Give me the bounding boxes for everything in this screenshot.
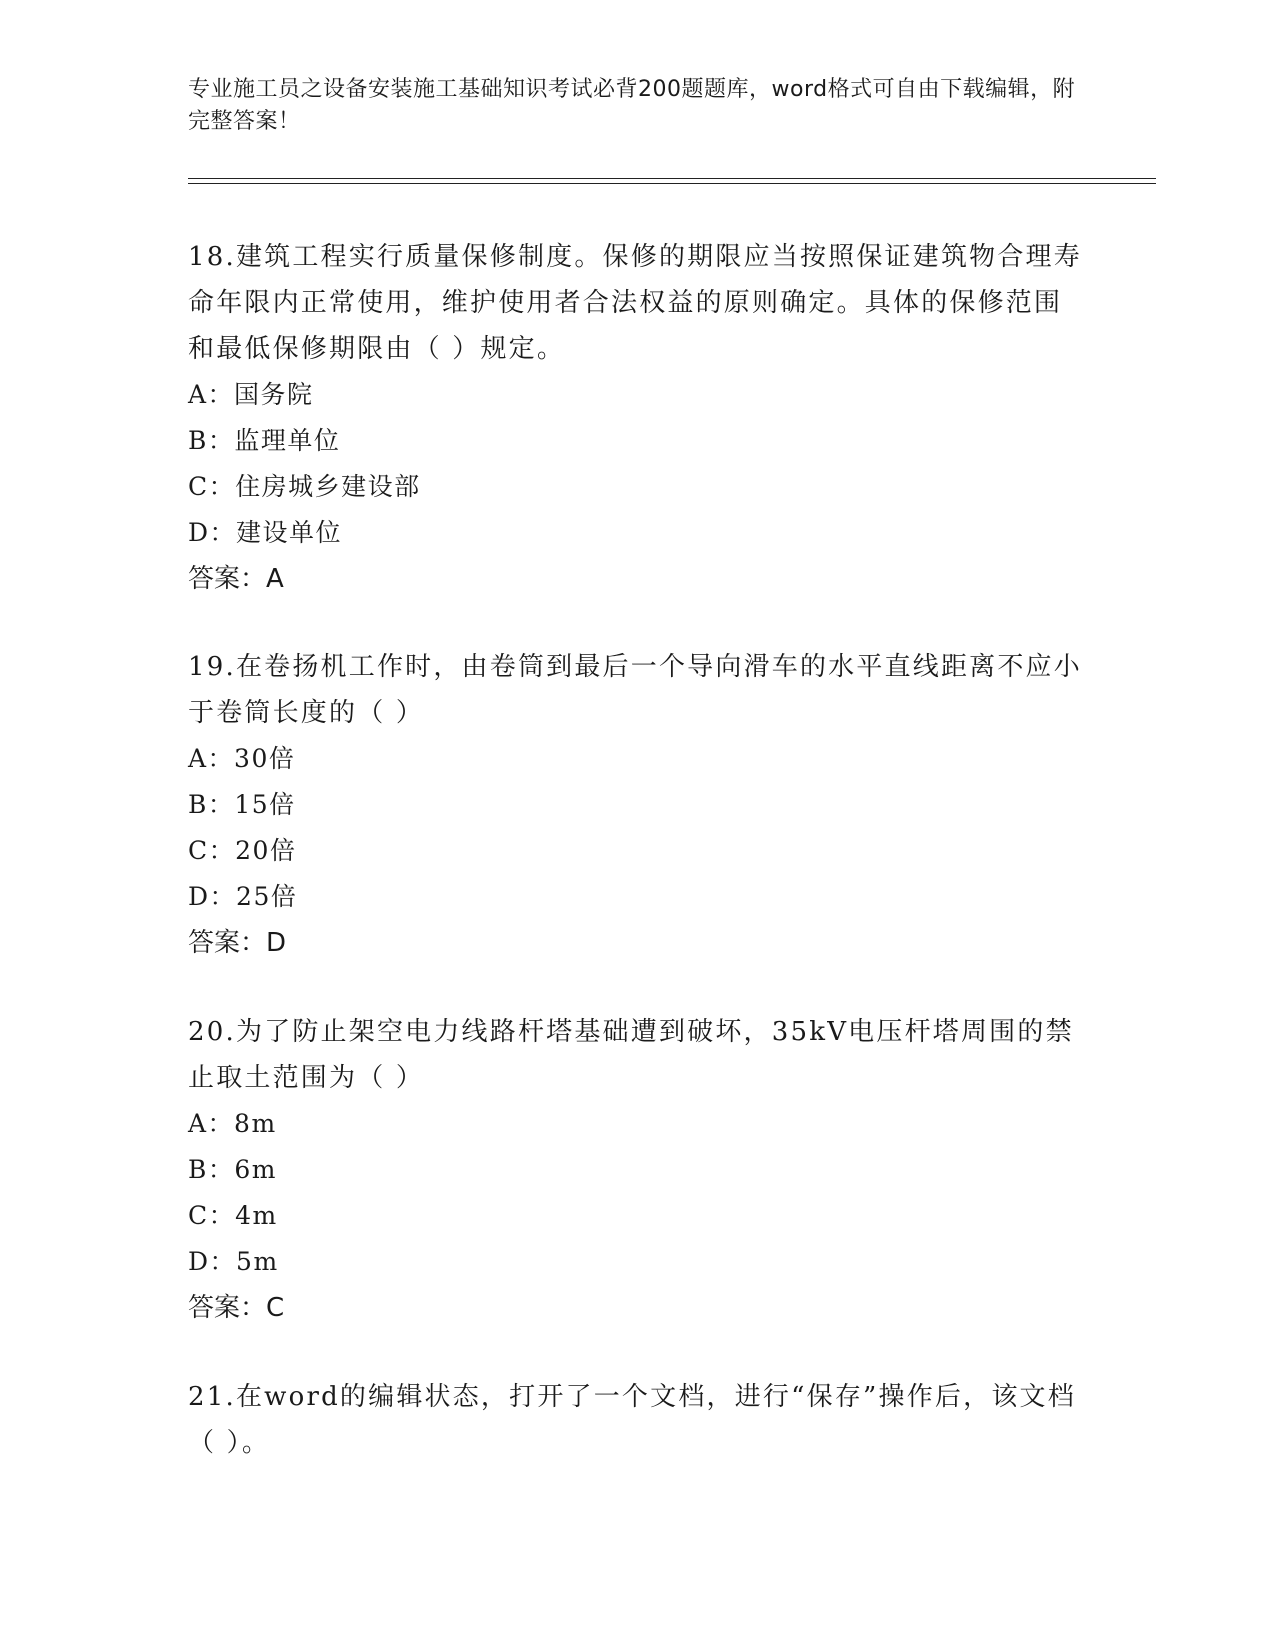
option-a: A：30倍 — [188, 744, 296, 773]
question-19 — [188, 644, 1088, 966]
question-text: 18.建筑工程实行质量保修制度。保修的期限应当按照保证建筑物合理寿命年限内正常使用，维护使用者合法权益的原则确定。具体的保修范围和最低保修期限由（ ）规定。 — [188, 242, 1082, 364]
option-b: B：6m — [188, 1155, 277, 1184]
option-d: D：25倍 — [188, 882, 298, 911]
question-21 — [188, 1374, 1088, 1466]
option-a: A：8m — [188, 1109, 277, 1138]
option-d: D：建设单位 — [188, 518, 343, 547]
option-b: B：监理单位 — [188, 426, 341, 455]
option-d: D：5m — [188, 1247, 279, 1276]
question-18 — [188, 234, 1088, 602]
answer-line: 答案：A — [188, 564, 284, 594]
option-a: A：国务院 — [188, 380, 314, 409]
question-text: 21.在word的编辑状态，打开了一个文档，进行“保存”操作后，该文档（ ）。 — [188, 1382, 1076, 1458]
document-header — [188, 74, 1088, 138]
header-title: 专业施工员之设备安装施工基础知识考试必背200题题库，word格式可自由下载编辑，附完整答案！ — [188, 77, 1076, 134]
header-divider-top — [188, 178, 1156, 179]
option-c: C：20倍 — [188, 836, 297, 865]
option-c: C：4m — [188, 1201, 278, 1230]
answer-line: 答案：C — [188, 1293, 285, 1323]
question-20 — [188, 1009, 1088, 1331]
question-text: 20.为了防止架空电力线路杆塔基础遭到破坏，35kV电压杆塔周围的禁止取土范围为（ ） — [188, 1017, 1074, 1093]
question-text: 19.在卷扬机工作时，由卷筒到最后一个导向滑车的水平直线距离不应小于卷筒长度的（ ） — [188, 652, 1082, 728]
option-b: B：15倍 — [188, 790, 296, 819]
answer-line: 答案：D — [188, 928, 287, 958]
header-divider-bottom — [188, 183, 1156, 184]
option-c: C：住房城乡建设部 — [188, 472, 421, 501]
